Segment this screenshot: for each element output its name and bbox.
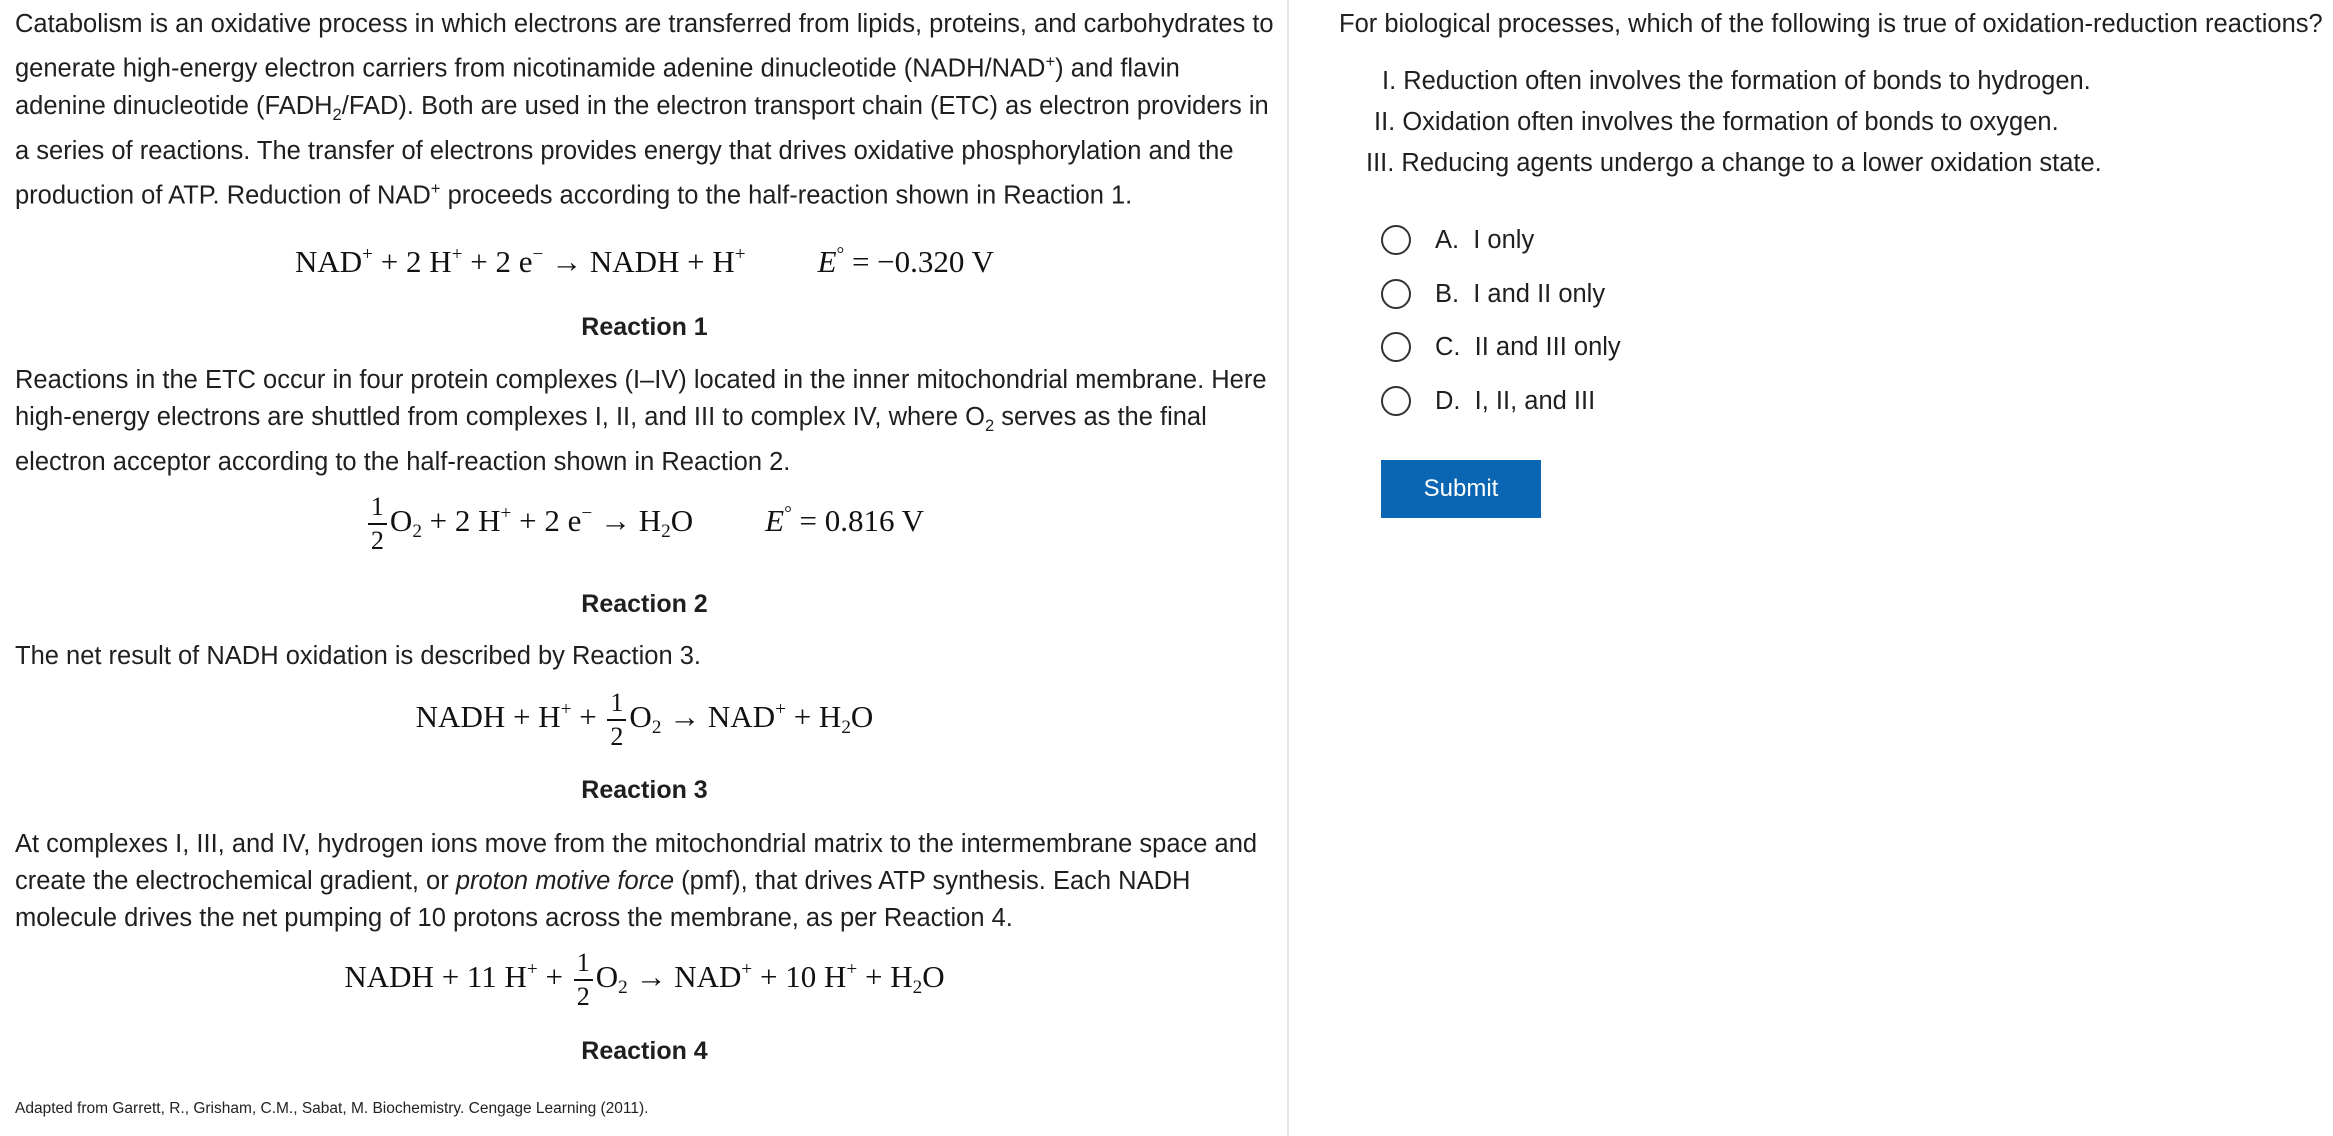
r4-h2o-h: + H xyxy=(857,959,913,995)
option-b-radio[interactable] xyxy=(1381,279,1411,309)
option-d[interactable] xyxy=(1381,381,1595,421)
r3-sup-1: + xyxy=(560,699,572,721)
r1-nadh: NADH + H xyxy=(589,244,735,279)
r4-nad: NAD xyxy=(674,959,742,995)
citation: Adapted from Garrett, R., Grisham, C.M., Sabat, M. Biochemistry. Cengage Learning (2011). xyxy=(15,1100,649,1117)
r2-sub-2: 2 xyxy=(661,521,671,543)
r1-sup-3: − xyxy=(532,244,544,265)
question-stem: For biological processes, which of the following is true of oxidation-reduction reactions? xyxy=(1339,10,2323,38)
r2-frac-num: 1 xyxy=(368,494,387,525)
r1-sup-1: + xyxy=(362,244,373,265)
r2-sup-2: − xyxy=(581,503,593,525)
r1-sup-2: + xyxy=(451,244,463,265)
r4-frac-den: 2 xyxy=(576,982,590,1011)
statement-3: III. Reducing agents undergo a change to a lower oxidation state. xyxy=(1366,149,2102,177)
option-b-text: I and II only xyxy=(1473,279,1606,308)
r3-frac-num: 1 xyxy=(607,690,626,721)
passage-paragraph-4 xyxy=(15,826,1275,937)
passage-paragraph-2 xyxy=(15,362,1275,481)
p1-text-c: /FAD). Both are used in the electron transport chain (ETC) as electron providers in a series of reactions. The transfer of electrons provides energy that drives oxidative phosphorylation and the production of ATP. Reduction of NAD xyxy=(15,91,1269,210)
r2-o: O xyxy=(389,503,413,539)
r3-sup-2: + xyxy=(775,699,786,721)
r2-potential: = 0.816 V xyxy=(791,503,925,539)
r1-arrow: → xyxy=(543,244,590,279)
p1-sub-b: 2 xyxy=(332,104,342,124)
option-a[interactable] xyxy=(1381,220,1534,260)
option-c-radio[interactable] xyxy=(1381,332,1411,362)
p1-text-d: proceeds according to the half-reaction shown in Reaction 1. xyxy=(440,181,1133,210)
r4-sup-2: + xyxy=(741,959,753,981)
option-d-radio[interactable] xyxy=(1381,386,1411,416)
r1-deg: ° xyxy=(836,244,845,265)
option-c[interactable] xyxy=(1381,327,1621,367)
r3-h2o-h: + H xyxy=(785,699,842,735)
reaction-1-label: Reaction 1 xyxy=(581,313,708,341)
r3-plus: + xyxy=(571,699,605,735)
reaction-4-label: Reaction 4 xyxy=(581,1037,708,1065)
r4-nadh: NADH + 11 H xyxy=(344,959,527,995)
p1-text-a: Catabolism is an oxidative process in which electrons are transferred from lipids, proteins, and carbohydrates to generate high-energy electron carriers from nicotinamide adenine dinucleotide (NADH/NAD xyxy=(15,10,1274,83)
p2-sub-a: 2 xyxy=(984,416,995,436)
r3-nadh: NADH + H xyxy=(415,699,561,735)
r4-plus: + xyxy=(537,959,571,995)
r2-deg: ° xyxy=(784,503,792,525)
p4-emphasis: proton motive force xyxy=(455,867,675,895)
question-panel xyxy=(1291,0,2333,1136)
p2-text-a: Reactions in the ETC occur in four protein complexes (I–IV) located in the inner mitochondrial membrane. Here high-energy electrons are shuttled from complexes I, II, and III to complex IV, where O xyxy=(15,366,1267,431)
reaction-3-equation xyxy=(0,690,1289,750)
option-d-label xyxy=(1435,387,1595,416)
r2-E: E xyxy=(765,503,785,539)
p2-text-b: serves as the final electron acceptor according to the half-reaction shown in Reaction 2. xyxy=(15,403,1207,477)
r3-o: O xyxy=(629,699,652,735)
r4-sup-1: + xyxy=(526,959,538,981)
r4-h2o-o: O xyxy=(922,959,945,995)
r2-sup-1: + xyxy=(500,503,512,525)
option-a-radio[interactable] xyxy=(1381,225,1411,255)
r1-2h: + 2 H xyxy=(373,244,452,279)
r4-sub-1: 2 xyxy=(618,977,628,999)
r4-fraction xyxy=(574,950,593,1010)
option-b[interactable] xyxy=(1381,274,1605,314)
reaction-2-equation xyxy=(0,494,1289,554)
option-b-label xyxy=(1435,280,1605,309)
r3-h2o-o: O xyxy=(850,699,874,735)
p1-sup-c: + xyxy=(430,178,441,198)
option-d-letter: D. xyxy=(1435,386,1461,415)
r4-sub-2: 2 xyxy=(912,977,923,999)
passage-paragraph-3: The net result of NADH oxidation is described by Reaction 3. xyxy=(15,642,702,670)
p4-text-a: At complexes I, III, and IV, hydrogen ions move from the mitochondrial matrix to the intermembrane space and create the electrochemical gradient, or xyxy=(15,830,1258,895)
r2-h2o-o: O xyxy=(670,503,694,539)
passage-paragraph-1 xyxy=(15,6,1275,214)
reaction-1-equation xyxy=(0,244,1289,280)
r2-fraction xyxy=(368,494,387,554)
r2-2e: + 2 e xyxy=(511,503,582,539)
r3-arrow: → xyxy=(661,699,708,735)
r4-frac-num: 1 xyxy=(574,950,593,981)
r1-E: E xyxy=(817,244,837,279)
reaction-4-equation xyxy=(0,950,1289,1010)
r3-fraction xyxy=(607,690,626,750)
option-c-letter: C. xyxy=(1435,332,1461,361)
p1-text-b: ) and flavin adenine dinucleotide (FADH xyxy=(15,54,1180,120)
p4-text-b: (pmf), that drives ATP synthesis. Each NADH molecule drives the net pumping of 10 protons across the membrane, as per Reaction 4. xyxy=(15,867,1191,932)
option-c-text: II and III only xyxy=(1474,332,1621,361)
option-d-text: I, II, and III xyxy=(1474,386,1596,415)
r3-sub-1: 2 xyxy=(651,717,662,739)
r2-sub-1: 2 xyxy=(412,521,422,543)
r2-2h: + 2 H xyxy=(421,503,501,539)
r1-nad: NAD xyxy=(294,244,363,279)
option-a-text: I only xyxy=(1473,225,1535,254)
p1-sup-a: + xyxy=(1045,52,1056,71)
r4-sup-3: + xyxy=(846,959,858,981)
r1-2e: + 2 e xyxy=(462,244,533,279)
reaction-3-label: Reaction 3 xyxy=(581,776,708,804)
submit-button[interactable]: Submit xyxy=(1381,460,1541,518)
option-b-letter: B. xyxy=(1435,279,1460,308)
r2-frac-den: 2 xyxy=(370,526,384,555)
r4-10h: + 10 H xyxy=(752,959,847,995)
r3-frac-den: 2 xyxy=(610,722,624,751)
option-a-label xyxy=(1435,226,1534,255)
reaction-2-label: Reaction 2 xyxy=(581,590,708,618)
r1-potential: = −0.320 V xyxy=(844,244,994,279)
statement-1: I. Reduction often involves the formation of bonds to hydrogen. xyxy=(1382,67,2091,95)
r3-sub-2: 2 xyxy=(841,717,851,739)
statement-2: II. Oxidation often involves the formation of bonds to oxygen. xyxy=(1374,108,2059,136)
option-c-label xyxy=(1435,333,1621,362)
r3-nad: NAD xyxy=(707,699,776,735)
r4-o: O xyxy=(595,959,619,995)
r2-arrow: → xyxy=(592,503,639,539)
option-a-letter: A. xyxy=(1435,225,1460,254)
r2-h: H xyxy=(638,503,662,539)
r4-arrow: → xyxy=(627,959,675,995)
r1-sup-4: + xyxy=(734,244,746,265)
